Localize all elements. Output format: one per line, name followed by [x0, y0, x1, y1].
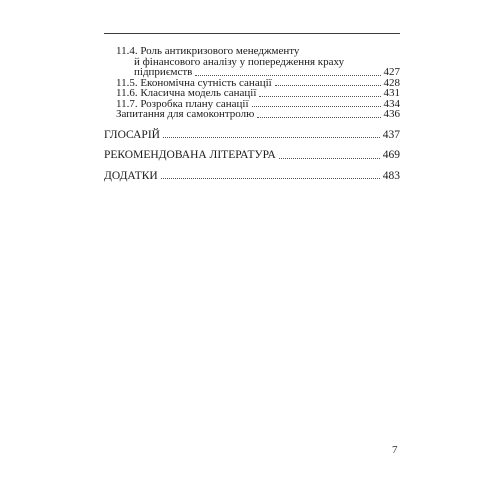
dot-leader — [252, 105, 381, 107]
toc-page-number: 436 — [383, 108, 400, 120]
page-number: 7 — [392, 444, 398, 456]
toc-entry-11-6[interactable] — [104, 88, 400, 99]
toc-entry-title: 11.7. Розробка плану санації — [116, 97, 249, 110]
toc-entry-title: 11.4. Роль антикризового менеджменту — [116, 45, 300, 57]
spacer — [104, 161, 400, 171]
toc-page-number: 427 — [383, 66, 400, 78]
toc-section-literature[interactable] — [104, 150, 400, 161]
toc-page-number: 434 — [383, 97, 400, 110]
toc-entry-11-4[interactable] — [104, 46, 400, 78]
toc-page-number: 483 — [382, 169, 400, 182]
toc-entry-title: 11.5. Економічна сутність санації — [116, 76, 272, 89]
toc-page-number: 428 — [383, 76, 400, 89]
toc-entry-title: 11.6. Класична модель санації — [116, 87, 257, 99]
toc-section-appendices[interactable] — [104, 171, 400, 182]
dot-leader — [195, 74, 380, 76]
toc-entry-title-cont: й фінансового аналізу у попередження краху — [134, 55, 345, 68]
dot-leader — [161, 177, 380, 179]
dot-leader — [275, 84, 381, 86]
toc-page-number: 431 — [383, 87, 400, 99]
spacer — [104, 120, 400, 130]
header-rule — [104, 33, 400, 34]
dot-leader — [257, 116, 380, 118]
toc-entry-title-cont: підприємств — [134, 66, 193, 78]
dot-leader — [279, 157, 380, 159]
toc-section-title: ГЛОСАРІЙ — [104, 128, 160, 141]
toc-page-number: 437 — [382, 128, 400, 141]
toc-section-title: ДОДАТКИ — [104, 169, 158, 182]
dot-leader — [163, 136, 380, 138]
toc-entry-review-questions[interactable] — [104, 109, 400, 120]
toc-entry-title: Запитання для самоконтролю — [116, 108, 255, 120]
toc-section-title: РЕКОМЕНДОВАНА ЛІТЕРАТУРА — [104, 149, 276, 161]
toc-section-glossary[interactable] — [104, 130, 400, 141]
dot-leader — [259, 95, 380, 97]
table-of-contents — [104, 46, 400, 181]
toc-page-number: 469 — [382, 149, 400, 161]
